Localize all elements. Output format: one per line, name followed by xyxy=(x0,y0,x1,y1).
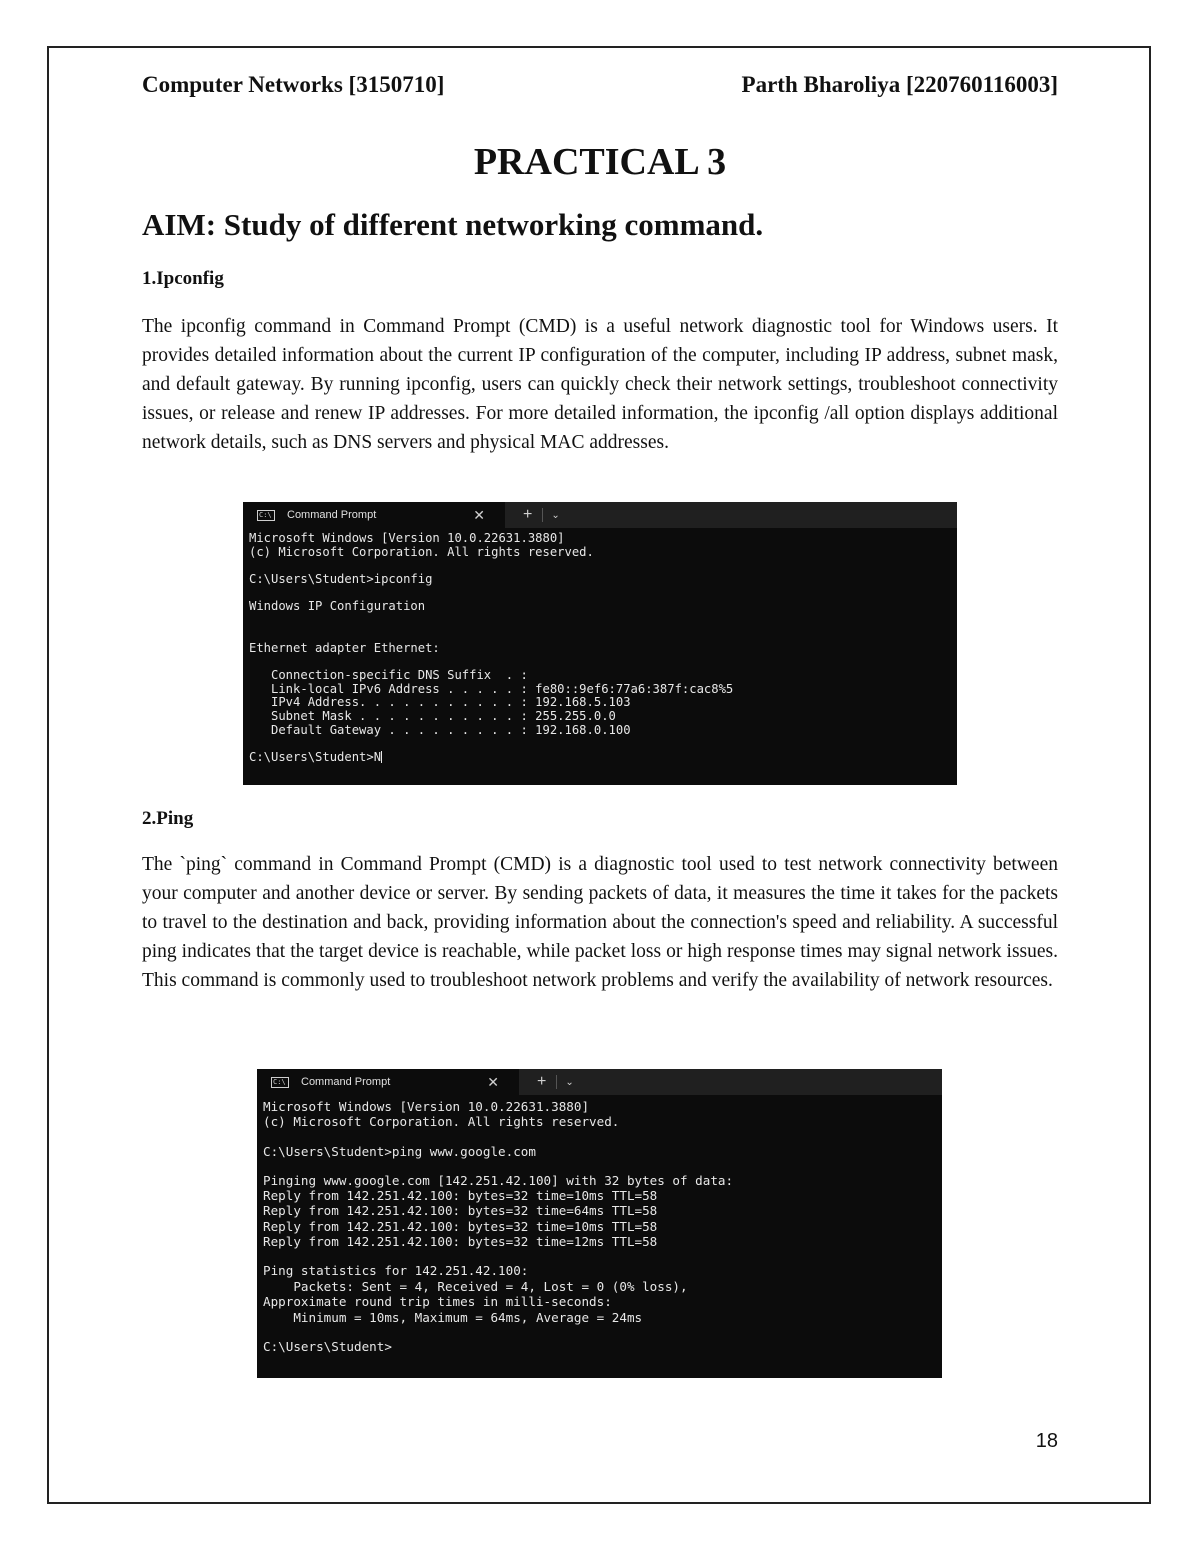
terminal-line: C:\Users\Student>N xyxy=(249,750,382,765)
terminal-line: Microsoft Windows [Version 10.0.22631.3880] xyxy=(263,1099,590,1114)
terminal-line xyxy=(249,587,957,601)
terminal-tab[interactable] xyxy=(257,1069,519,1095)
section-heading-ping: 2.Ping xyxy=(142,808,194,829)
terminal-line xyxy=(263,1250,942,1264)
terminal-tab[interactable] xyxy=(243,502,505,528)
terminal-output xyxy=(257,1095,942,1354)
terminal-line xyxy=(249,655,957,669)
terminal-icon: C:\ xyxy=(271,1077,289,1088)
terminal-screenshot-ipconfig xyxy=(243,502,957,785)
terminal-line: Default Gateway . . . . . . . . . : 192.168.0.100 xyxy=(249,722,631,737)
new-tab-icon[interactable]: + xyxy=(537,1073,547,1090)
terminal-line: Reply from 142.251.42.100: bytes=32 time=10ms TTL=58 xyxy=(263,1188,658,1203)
chevron-down-icon[interactable]: ⌄ xyxy=(565,1076,574,1088)
divider xyxy=(542,508,543,522)
header-student: Parth Bharoliya [220760116003] xyxy=(741,72,1058,97)
aim-heading: AIM: Study of different networking command. xyxy=(142,207,764,242)
terminal-line: C:\Users\Student>ipconfig xyxy=(249,572,433,587)
terminal-line: (c) Microsoft Corporation. All rights reserved. xyxy=(249,544,594,559)
terminal-tab-title: Command Prompt xyxy=(301,1076,391,1088)
terminal-icon: C:\ xyxy=(257,510,275,521)
terminal-line xyxy=(263,1325,942,1339)
new-tab-icon[interactable]: + xyxy=(523,506,533,523)
terminal-line: Pinging www.google.com [142.251.42.100] with 32 bytes of data: xyxy=(263,1172,734,1188)
terminal-line: Subnet Mask . . . . . . . . . . . : 255.255.0.0 xyxy=(249,709,616,724)
text-cursor xyxy=(381,751,382,763)
section-paragraph-ping: The `ping` command in Command Prompt (CMD) is a diagnostic tool used to test network connectivity between your computer and another device or server. By sending packets of data, it measures the time it takes for the packets to travel to the destination and back, providing information about the connection's speed and reliability. A successful ping indicates that the target device is reachable, while packet loss or high response times may signal network issues. This command is commonly used to troubleshoot network problems and verify the availability of network resources. xyxy=(142,854,1058,991)
terminal-line: Reply from 142.251.42.100: bytes=32 time=10ms TTL=58 xyxy=(263,1218,658,1234)
section-heading-ipconfig: 1.Ipconfig xyxy=(142,268,224,289)
terminal-line: Approximate round trip times in milli-seconds: xyxy=(263,1294,612,1310)
terminal-line: Reply from 142.251.42.100: bytes=32 time=12ms TTL=58 xyxy=(263,1234,658,1250)
terminal-line: Connection-specific DNS Suffix . : xyxy=(249,667,528,682)
terminal-line: Microsoft Windows [Version 10.0.22631.3880] xyxy=(249,531,565,545)
terminal-line xyxy=(249,628,957,642)
terminal-line: C:\Users\Student> xyxy=(263,1338,392,1354)
terminal-line: (c) Microsoft Corporation. All rights reserved. xyxy=(263,1114,620,1130)
terminal-line: Minimum = 10ms, Maximum = 64ms, Average = 24ms xyxy=(263,1309,643,1325)
terminal-line: Reply from 142.251.42.100: bytes=32 time=64ms TTL=58 xyxy=(263,1203,658,1219)
terminal-screenshot-ping xyxy=(257,1069,942,1378)
close-icon[interactable]: ✕ xyxy=(473,506,485,523)
terminal-line: Link-local IPv6 Address . . . . . : fe80::9ef6:77a6:387f:cac8%5 xyxy=(249,681,734,696)
divider xyxy=(556,1075,557,1089)
terminal-line: IPv4 Address. . . . . . . . . . . : 192.168.5.103 xyxy=(249,695,631,710)
page-number: 18 xyxy=(1035,1430,1058,1452)
terminal-line: Ethernet adapter Ethernet: xyxy=(249,640,440,655)
terminal-line xyxy=(263,1130,942,1144)
terminal-line xyxy=(249,614,957,628)
terminal-tabbar xyxy=(257,1069,942,1095)
section-paragraph-ipconfig: The ipconfig command in Command Prompt (CMD) is a useful network diagnostic tool for Windows users. It provides detailed information about the current IP configuration of the computer, including IP address, subnet mask, and default gateway. By running ipconfig, users can quickly check their network settings, troubleshoot connectivity issues, or release and renew IP addresses. For more detailed information, the ipconfig /all option displays additional network details, such as DNS servers and physical MAC addresses. xyxy=(142,316,1058,453)
page-title: PRACTICAL 3 xyxy=(473,141,727,183)
terminal-line xyxy=(249,559,957,573)
terminal-tab-title: Command Prompt xyxy=(287,509,377,521)
close-icon[interactable]: ✕ xyxy=(487,1073,499,1090)
terminal-line xyxy=(263,1159,942,1173)
header-course: Computer Networks [3150710] xyxy=(142,72,445,97)
terminal-line: Windows IP Configuration xyxy=(249,599,426,614)
terminal-line: Packets: Sent = 4, Received = 4, Lost = 0 (0% loss), xyxy=(263,1278,688,1294)
chevron-down-icon[interactable]: ⌄ xyxy=(551,509,560,521)
terminal-line: Ping statistics for 142.251.42.100: xyxy=(263,1263,529,1279)
terminal-output xyxy=(243,528,957,765)
terminal-tabbar xyxy=(243,502,957,528)
terminal-line xyxy=(249,737,957,751)
terminal-line: C:\Users\Student>ping www.google.com xyxy=(263,1143,536,1159)
